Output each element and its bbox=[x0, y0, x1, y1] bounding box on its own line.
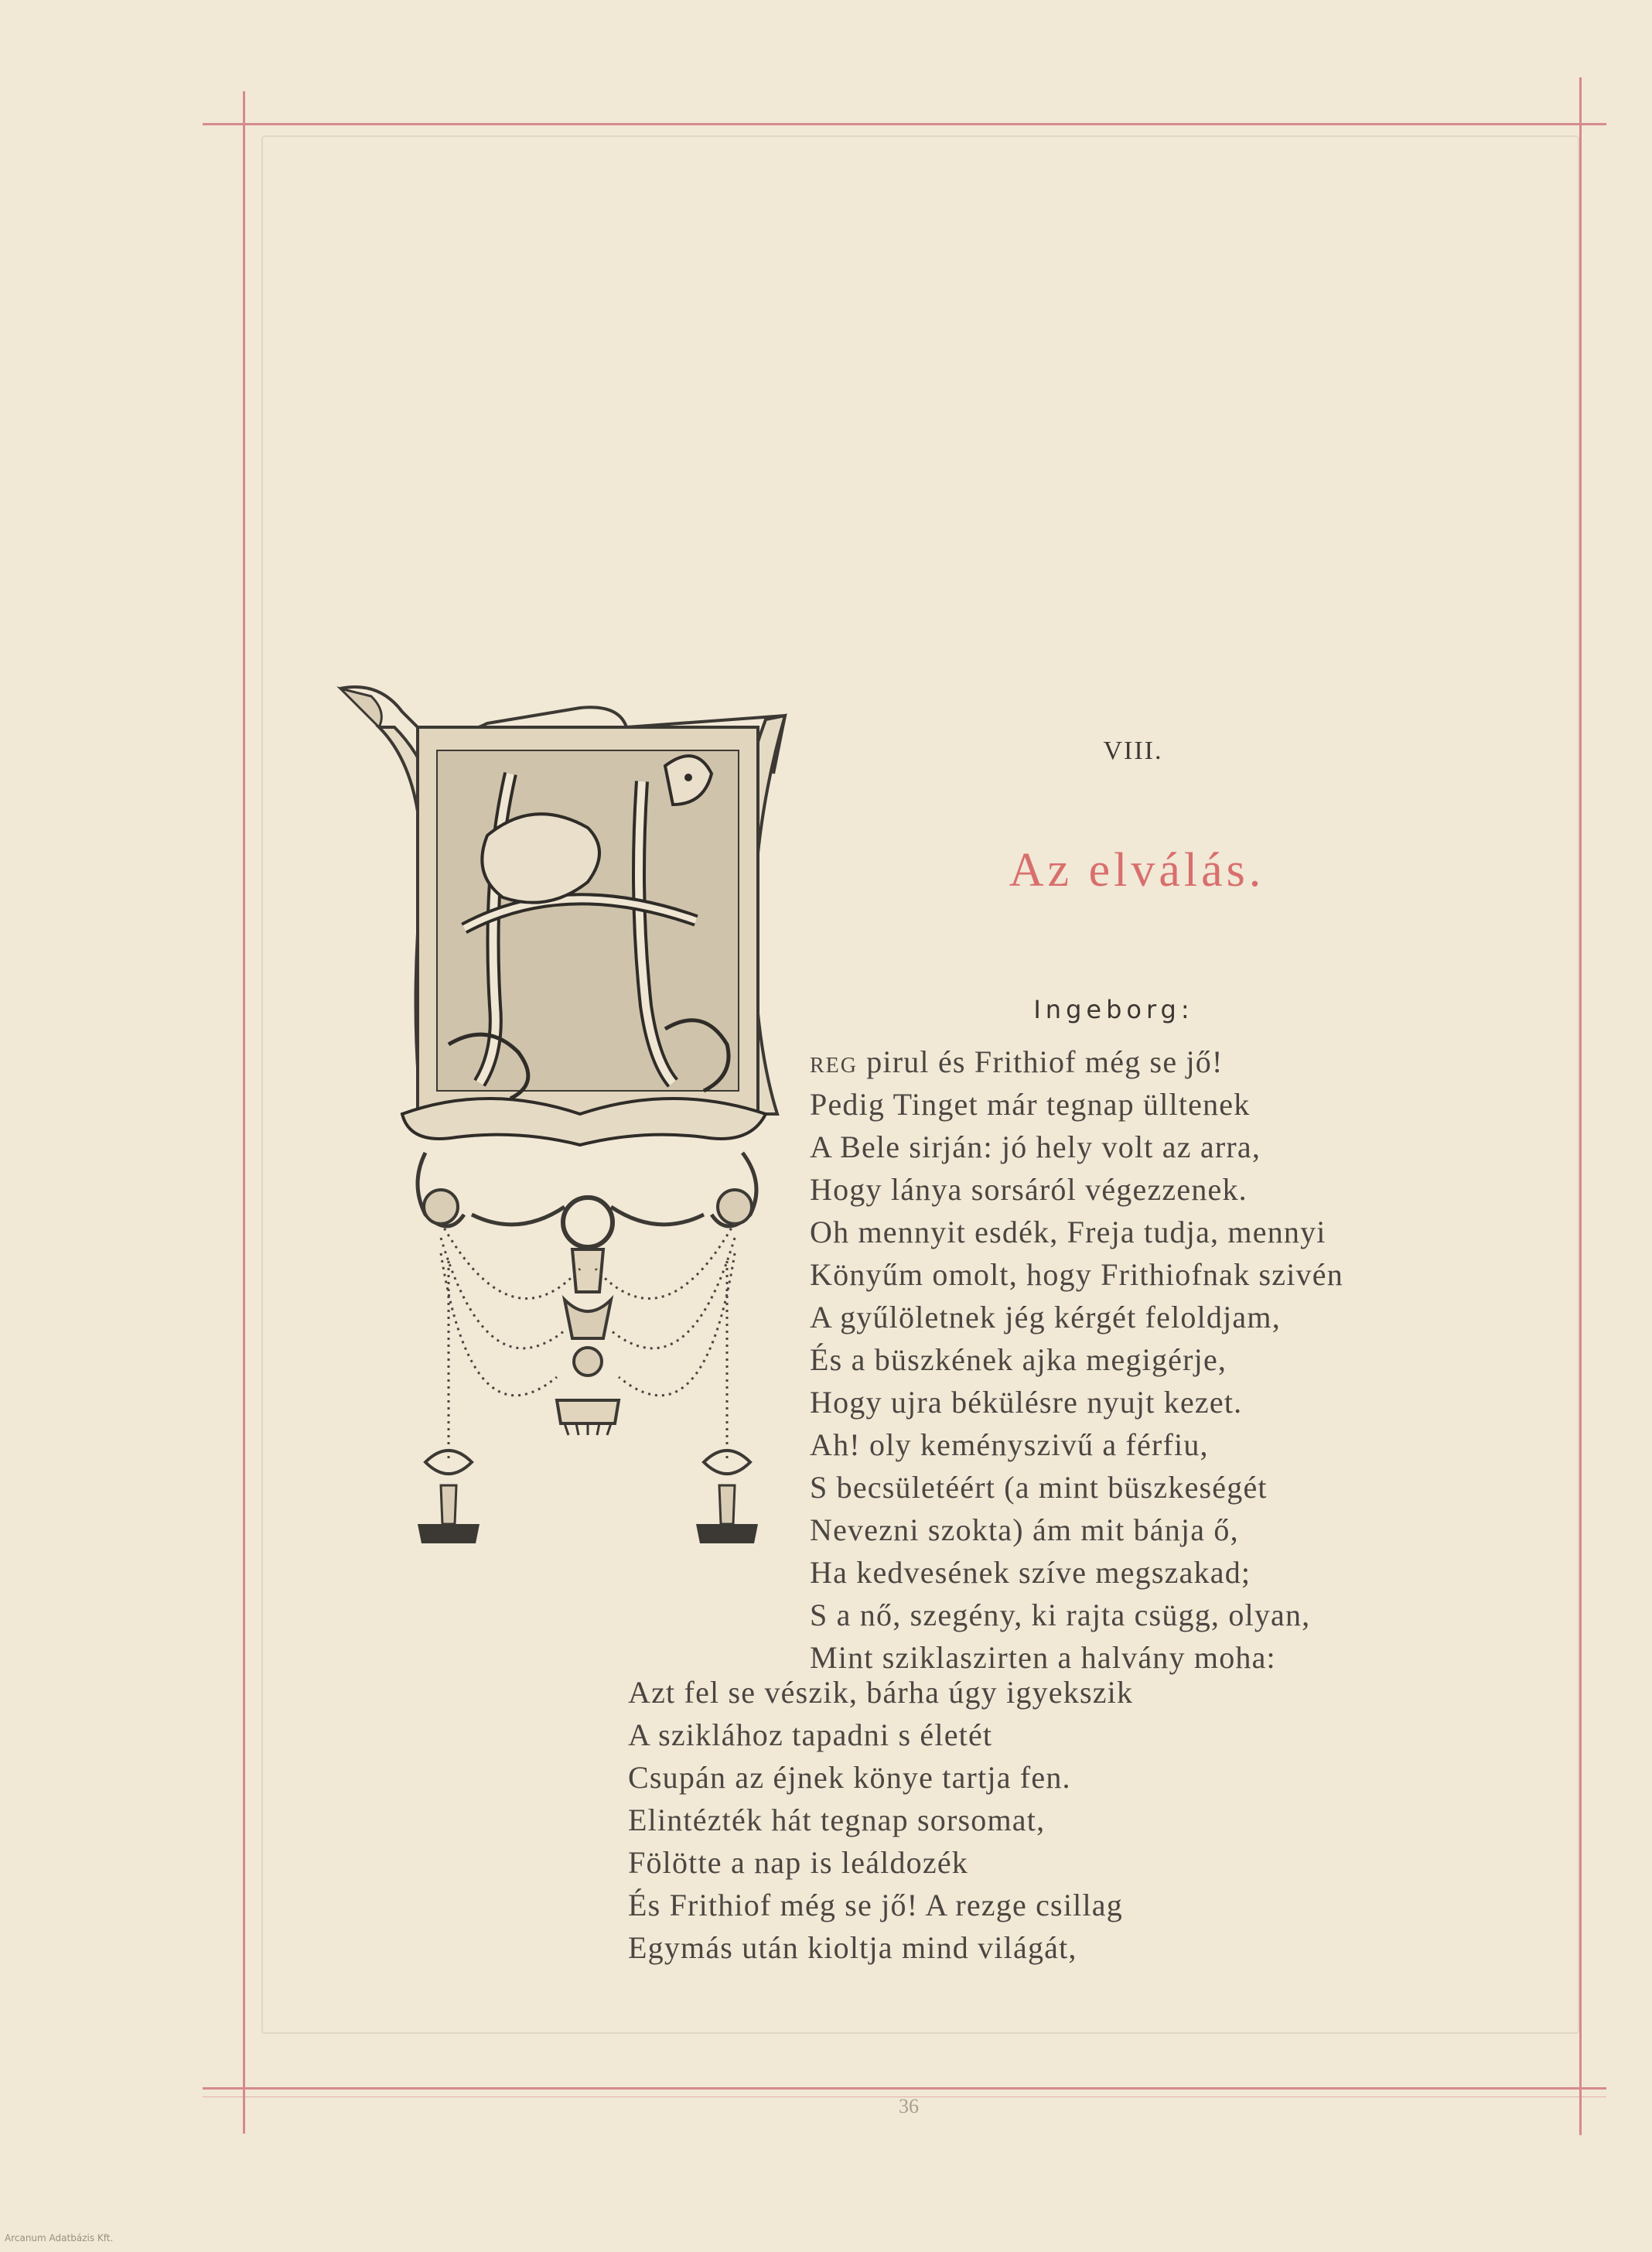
poem-title: Az elválás. bbox=[1009, 844, 1265, 897]
poem-line: És Frithiof még se jő! A rezge csillag bbox=[628, 1888, 1123, 1922]
chapter-number: VIII. bbox=[1103, 736, 1163, 765]
poem-line: A gyűlöletnek jég kérgét feloldjam, bbox=[810, 1300, 1281, 1334]
poem-line: Egymás után kioltja mind világát, bbox=[628, 1930, 1077, 1965]
poem-line: Pedig Tinget már tegnap ülltenek bbox=[810, 1087, 1251, 1122]
decorated-initial-illustration bbox=[333, 681, 812, 1578]
poem-line: Fölötte a nap is leáldozék bbox=[628, 1845, 968, 1880]
page-number: 36 bbox=[899, 2095, 919, 2117]
poem-line: Hogy ujra békülésre nyujt kezet. bbox=[810, 1385, 1243, 1420]
bottom-rule bbox=[203, 2087, 1606, 2090]
poem-line: Csupán az éjnek könye tartja fen. bbox=[628, 1760, 1071, 1795]
speaker-name: Ingeborg: bbox=[1033, 995, 1194, 1024]
poem-line: Mint sziklaszirten a halvány moha: bbox=[810, 1640, 1276, 1675]
initial-continuation: REG bbox=[810, 1054, 858, 1078]
left-rule bbox=[243, 91, 245, 2134]
poem-line: Nevezni szokta) ám mit bánja ő, bbox=[810, 1512, 1239, 1547]
poem-line: Hogy lánya sorsáról végezzenek. bbox=[810, 1172, 1248, 1207]
poem-line: Azt fel se vészik, bárha úgy igyekszik bbox=[628, 1675, 1134, 1710]
poem-line: S a nő, szegény, ki rajta csügg, olyan, bbox=[810, 1598, 1311, 1632]
poem-line: Elintézték hát tegnap sorsomat, bbox=[628, 1803, 1046, 1837]
poem-line: A Bele sirján: jó hely volt az arra, bbox=[810, 1129, 1261, 1164]
poem-line: Ah! oly keményszivű a férfiu, bbox=[810, 1427, 1209, 1462]
poem-line: Oh mennyit esdék, Freja tudja, mennyi bbox=[810, 1215, 1326, 1249]
poem-line: S becsületéért (a mint büszkeségét bbox=[810, 1470, 1268, 1505]
right-rule bbox=[1579, 77, 1582, 2135]
poem-line: És a büszkének ajka megigérje, bbox=[810, 1342, 1227, 1377]
archive-stamp: Arcanum Adatbázis Kft. bbox=[5, 2233, 114, 2243]
top-rule bbox=[203, 123, 1606, 125]
first-line-rest: pirul és Frithiof még se jő! bbox=[858, 1044, 1224, 1079]
poem-line: Ha kedvesének szíve megszakad; bbox=[810, 1555, 1251, 1590]
poem-line: Könyűm omolt, hogy Frithiofnak szivén bbox=[810, 1257, 1343, 1292]
poem-line: A sziklához tapadni s életét bbox=[628, 1717, 993, 1752]
poem-first-line bbox=[810, 1043, 1224, 1085]
